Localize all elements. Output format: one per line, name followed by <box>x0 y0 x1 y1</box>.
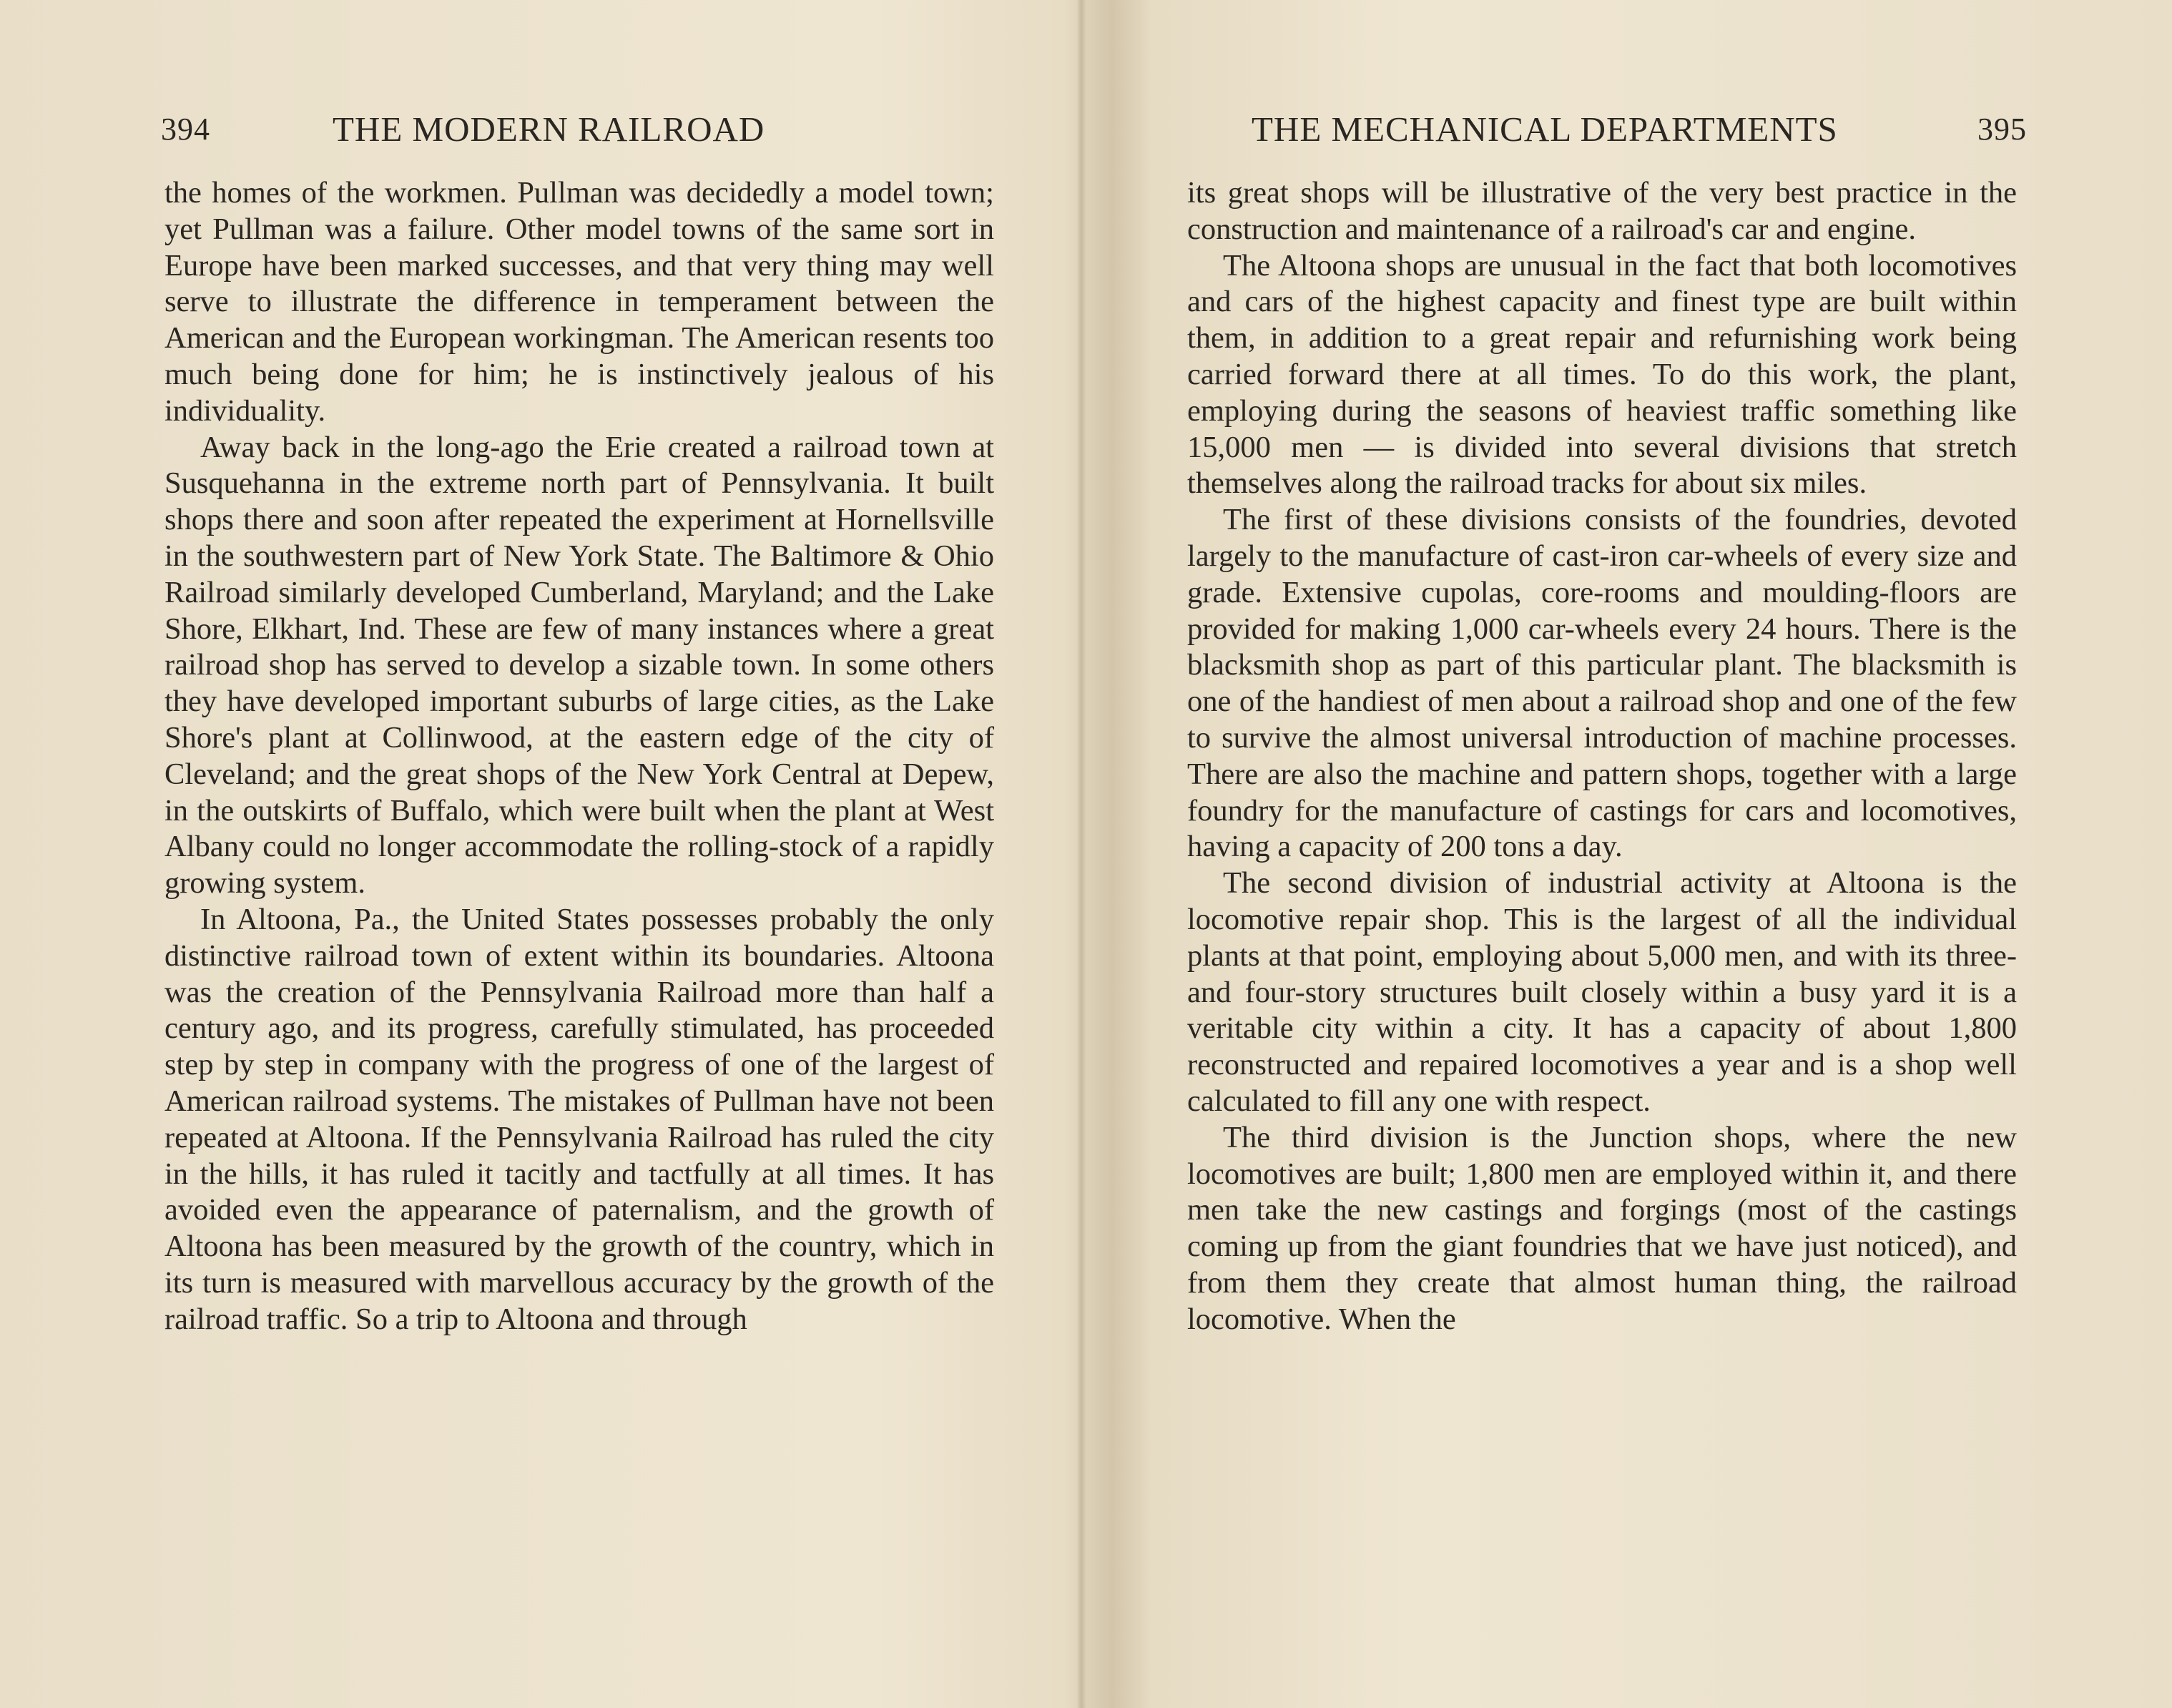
left-paragraph: In Altoona, Pa., the United States possesses probably the only distinctive railroad town of extent within its boundaries. Altoona was the creation of the Pennsylvania Railroad more than half a century ago, and its progress, carefully stimulated, has proceeded step by step in company with the progress of one of the largest of American railroad systems. The mistakes of Pullman have not been repeated at Altoona. If the Pennsylvania Railroad has ruled the city in the hills, it has ruled it tacitly and tactfully at all times. It has avoided even the appearance of paternalism, and the growth of Altoona has been measured by the growth of the country, which in its turn is measured with marvellous accuracy by the growth of the railroad traffic. So a trip to Altoona and through <box>164 902 994 1336</box>
right-paragraph: The second division of industrial activity at Altoona is the locomotive repair shop. This is the largest of all the individual plants at that point, employing about 5,000 men, and with its three- and four-story structures built closely within a busy yard it is a veritable city within a city. It has a capacity of about 1,800 reconstructed and repaired locomotives a year and is a shop well calculated to fill any one with respect. <box>1187 866 2017 1118</box>
right-paragraph: The third division is the Junction shops, where the new locomotives are built; 1,800 men are employed within it, and there men take the new castings and forgings (most of the castings coming up from the giant foundries that we have just noticed), and from them they create that almost human thing, the railroad locomotive. When the <box>1187 1120 2017 1336</box>
left-paragraph: Away back in the long-ago the Erie created a railroad town at Susquehanna in the extreme north part of Pennsylvania. It built shops there and soon after repeated the experiment at Hornellsville in the southwestern part of New York State. The Baltimore & Ohio Railroad similarly developed Cumberland, Maryland; and the Lake Shore, Elkhart, Ind. These are few of many instances where a great railroad shop has served to develop a sizable town. In some others they have developed important suburbs of large cities, as the Lake Shore's plant at Collinwood, at the eastern edge of the city of Cleveland; and the great shops of the New York Central at Depew, in the outskirts of Buffalo, which were built when the plant at West Albany could no longer accommodate the rolling-stock of a rapidly growing system. <box>164 430 994 900</box>
right-paragraph: its great shops will be illustrative of the very best practice in the construction and maintenance of a railroad's car and engine. <box>1187 176 2017 246</box>
right-paragraph: The Altoona shops are unusual in the fact that both locomotives and cars of the highest capacity and finest type are built within them, in addition to a great repair and refurnishing work being carried forward there at all times. To do this work, the plant, employing during the seasons of heaviest traffic something like 15,000 men — is divided into several divisions that stretch themselves along the railroad tracks for about six miles. <box>1187 248 2017 501</box>
left-running-head: THE MODERN RAILROAD <box>333 109 765 149</box>
right-page <box>1187 0 2027 1708</box>
right-paragraph: The first of these divisions consists of the foundries, devoted largely to the manufacture of cast-iron car-wheels of every size and grade. Extensive cupolas, core-rooms and moulding-floors are provided for making 1,000 car-wheels every 24 hours. There is the blacksmith shop as part of this particular plant. The blacksmith is one of the handiest of men about a railroad shop and one of the few to survive the almost universal introduction of machine processes. There are also the machine and pattern shops, together with a large foundry for the manufacture of castings for cars and locomotives, having a capacity of 200 tons a day. <box>1187 503 2017 864</box>
right-page-body <box>1187 175 2017 1338</box>
left-page-number: 394 <box>161 112 210 147</box>
left-page <box>161 0 994 1708</box>
right-running-head: THE MECHANICAL DEPARTMENTS <box>1252 109 1838 149</box>
right-page-number: 395 <box>1977 112 2027 147</box>
book-gutter <box>1076 0 1086 1708</box>
left-page-body <box>164 175 994 1338</box>
right-page-header <box>1187 104 2027 154</box>
left-page-header <box>161 104 994 154</box>
left-paragraph: the homes of the workmen. Pullman was decidedly a model town; yet Pullman was a failure. Other model towns of the same sort in Europe have been marked successes, and that very thing may well serve to illustrate the difference in temperament between the American and the European workingman. The American resents too much being done for him; he is instinctively jealous of his individuality. <box>164 176 994 428</box>
